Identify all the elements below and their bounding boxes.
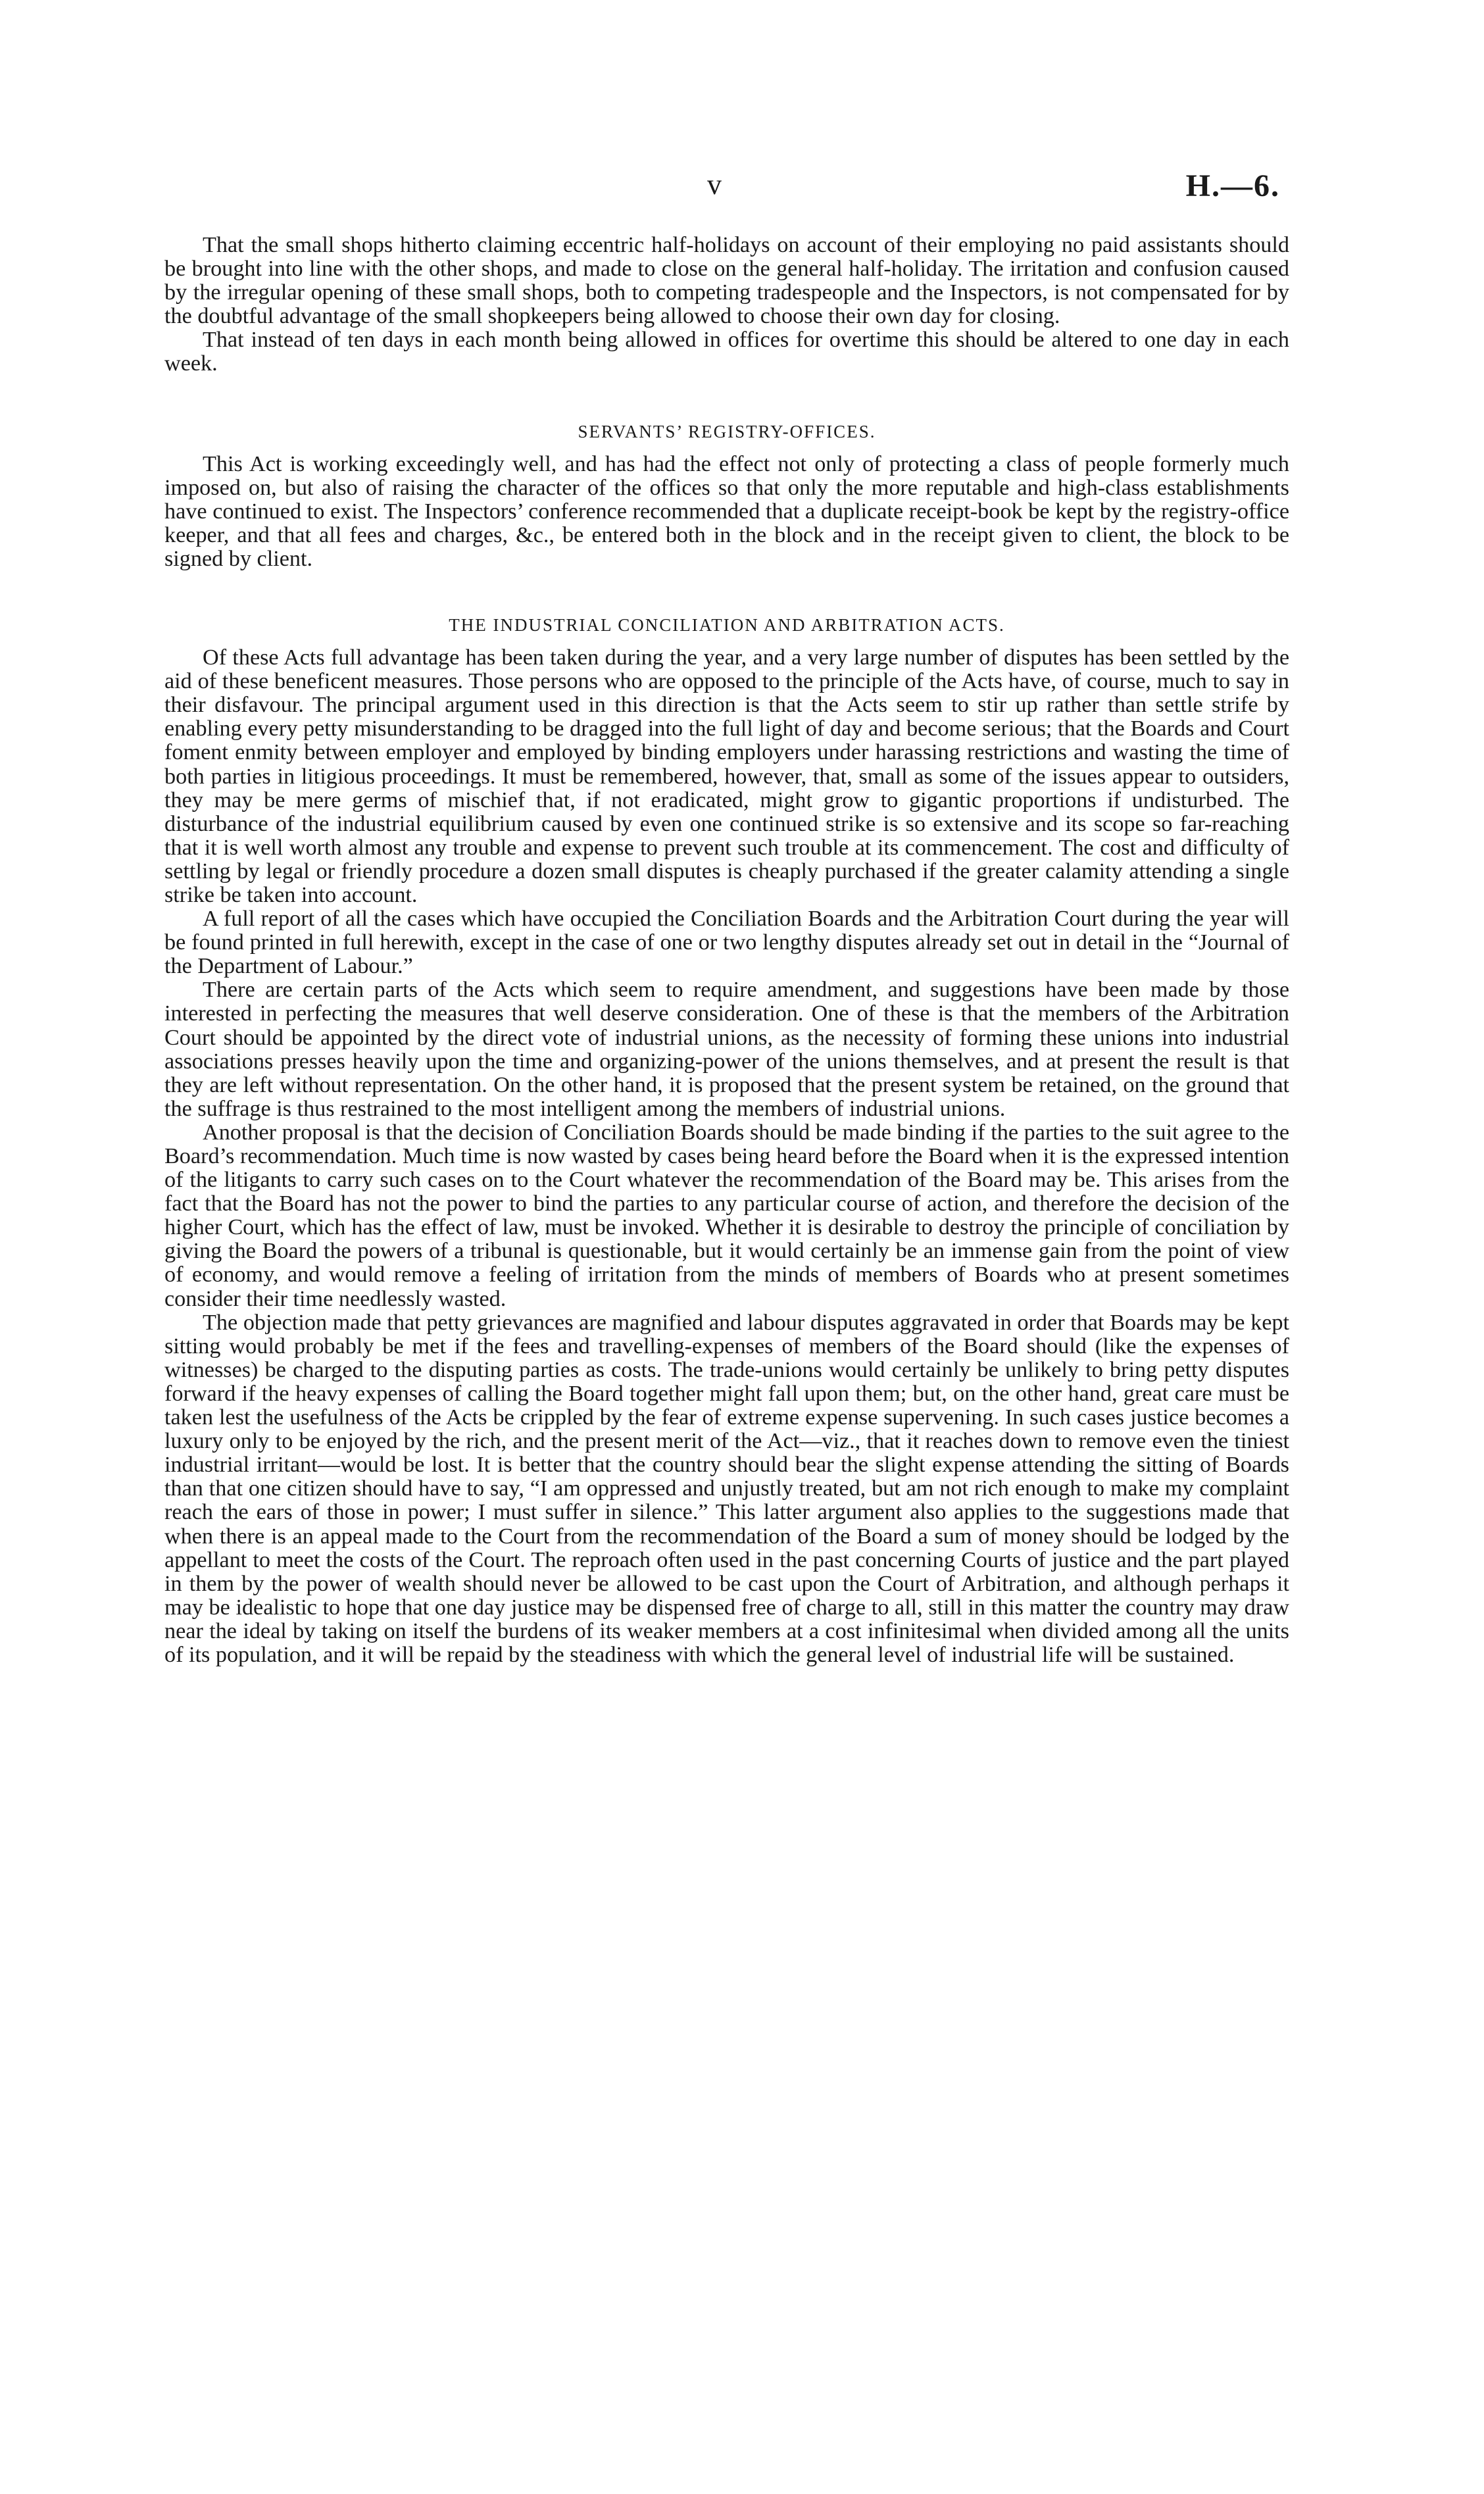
paragraph: That the small shops hitherto claiming eccentric half-holidays on account of their employing no paid assistants should be brought into line with the other shops, and made to close on the general half-holiday. The irritation and confusion caused by the irregular opening of these small shops, both to competing tradespeople and the Inspectors, is not compensated for by the doubtful advantage of the small shopkeepers being allowed to choose their own day for closing.	[164, 233, 1289, 329]
paragraph: The objection made that petty grievances are magnified and labour disputes aggravated in order that Boards may be kept sitting would probably be met if the fees and travelling-expenses of members of the Board should (like the expenses of witnesses) be charged to the disputing parties as costs. The trade-unions would certainly be unlikely to bring petty disputes forward if the heavy expenses of calling the Board together might fall upon them; but, on the other hand, great care must be taken lest the usefulness of the Acts be crippled by the fear of extreme expense supervening. In such cases justice becomes a luxury only to be enjoyed by the rich, and the present merit of the Act—viz., that it reaches down to remove even the tiniest industrial irritant—would be lost. It is better that the country should bear the slight expense attending the sitting of Boards than that one citizen should have to say, “I am oppressed and unjustly treated, but am not rich enough to make my complaint reach the ears of those in power; I must suffer in silence.” This latter argument also applies to the suggestions made that when there is an appeal made to the Court from the recommendation of the Board a sum of money should be lodged by the appellant to meet the costs of the Court. The reproach often used in the past concerning Courts of justice and the part played in them by the power of wealth should never be allowed to be cast upon the Court of Arbitration, and although perhaps it may be idealistic to hope that one day justice may be dispensed free of charge to all, still in this matter the country may draw near the ideal by taking on itself the burdens of its weaker members at a cost infinitesimal when divided among all the units of its population, and it will be repaid by the steadiness with which the general level of industrial life will be sustained.	[164, 1310, 1289, 1667]
series-code: H.—6.	[1185, 168, 1280, 203]
servants-registry-section	[164, 420, 1289, 571]
paragraph: A full report of all the cases which have occupied the Conciliation Boards and the Arbitration Court during the year will be found printed in full herewith, except in the case of one or two lengthy disputes already set out in detail in the “Journal of the Department of Labour.”	[164, 907, 1289, 979]
shops-act-recommendations	[164, 234, 1289, 376]
page-header	[0, 168, 1484, 207]
paragraph: There are certain parts of the Acts which seem to require amendment, and suggestions have been made by those interested in perfecting the measures that well deserve consideration. One of these is that the members of the Arbitration Court should be appointed by the direct vote of industrial unions, as the necessity of forming these unions into industrial associations presses heavily upon the time and organizing-power of the unions themselves, and at present the result is that they are left without representation. On the other hand, it is proposed that the present system be retained, on the ground that the suffrage is thus restrained to the most intelligent among the members of industrial unions.	[164, 978, 1289, 1121]
document-body	[164, 234, 1289, 1667]
section-heading: SERVANTS’ REGISTRY-OFFICES.	[578, 421, 876, 441]
arbitration-acts-section	[164, 613, 1289, 1667]
paragraph: Of these Acts full advantage has been taken during the year, and a very large number of disputes has been settled by the aid of these beneficent measures. Those persons who are opposed to the principle of the Acts have, of course, much to say in their disfavour. The principal argument used in this direction is that the Acts seem to stir up rather than settle strife by enabling every petty misunderstanding to be dragged into the full light of day and become serious; that the Boards and Court foment enmity between employer and employed by binding employers under harassing restrictions and wasting the time of both parties in litigious proceedings. It must be remembered, however, that, small as some of the issues appear to outsiders, they may be mere germs of mischief that, if not eradicated, might grow to gigantic proportions if undisturbed. The disturbance of the industrial equilibrium caused by even one continued strike is so extensive and its scope so far-reaching that it is well worth almost any trouble and expense to prevent such trouble at its commencement. The cost and difficulty of settling by legal or friendly procedure a dozen small disputes is cheaply purchased if the greater calamity attending a single strike be taken into account.	[164, 645, 1289, 907]
paragraph: That instead of ten days in each month being allowed in offices for overtime this should be altered to one day in each week.	[164, 328, 1289, 376]
section-heading: THE INDUSTRIAL CONCILIATION AND ARBITRATION ACTS.	[449, 615, 1005, 636]
paragraph: Another proposal is that the decision of Conciliation Boards should be made binding if the parties to the suit agree to the Board’s recommendation. Much time is now wasted by cases being heard before the Board when it is the expressed intention of the litigants to carry such cases on to the Court whatever the recommendation of the Board may be. This arises from the fact that the Board has not the power to bind the parties to any particular course of action, and therefore the decision of the higher Court, which has the effect of law, must be invoked. Whether it is desirable to destroy the principle of conciliation by giving the Board the powers of a tribunal is questionable, but it would certainly be an immense gain from the point of view of economy, and would remove a feeling of irritation from the minds of members of Boards who at present sometimes consider their time needlessly wasted.	[164, 1120, 1289, 1311]
page-number: v	[707, 168, 723, 201]
paragraph: This Act is working exceedingly well, and has had the effect not only of protecting a class of people formerly much imposed on, but also of raising the character of the offices so that only the more reputable and high-class establishments have continued to exist. The Inspectors’ conference recommended that a duplicate receipt-book be kept by the registry-office keeper, and that all fees and charges, &c., be entered both in the block and in the receipt given to client, the block to be signed by client.	[164, 451, 1289, 571]
